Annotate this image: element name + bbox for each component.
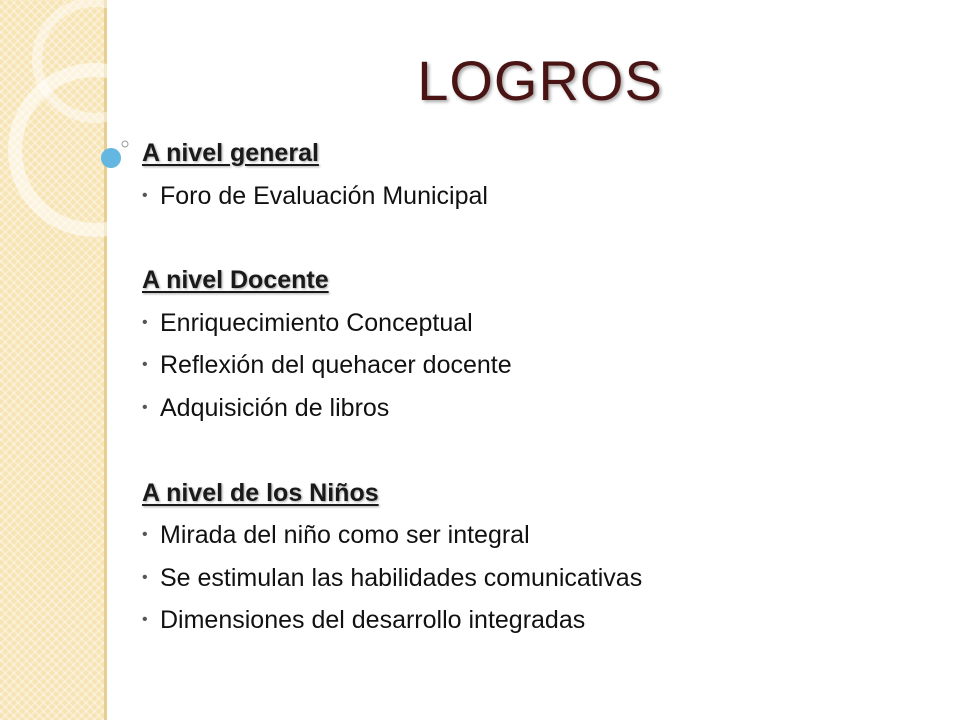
list-item bbox=[142, 605, 585, 635]
list-item-text: Foro de Evaluación Municipal bbox=[160, 182, 488, 210]
bullet-icon: • bbox=[142, 356, 148, 373]
list-item bbox=[142, 393, 389, 423]
list-item bbox=[142, 181, 488, 211]
bullet-icon: • bbox=[142, 187, 148, 204]
section-heading: A nivel de los Niños bbox=[142, 479, 379, 507]
bullet-icon: • bbox=[142, 399, 148, 416]
bullet-icon: • bbox=[142, 526, 148, 543]
list-item bbox=[142, 520, 530, 550]
section-heading: A nivel general bbox=[142, 139, 319, 167]
section-docente bbox=[142, 265, 329, 295]
list-item bbox=[142, 350, 512, 380]
section-ninos bbox=[142, 478, 379, 508]
section-heading: A nivel Docente bbox=[142, 266, 329, 294]
accent-dot-small bbox=[122, 141, 128, 147]
bullet-icon: • bbox=[142, 569, 148, 586]
accent-dot-large bbox=[101, 148, 121, 168]
slide-title: LOGROS bbox=[417, 49, 663, 112]
list-item-text: Dimensiones del desarrollo integradas bbox=[160, 606, 586, 634]
list-item-text: Adquisición de libros bbox=[160, 394, 390, 422]
bullet-icon: • bbox=[142, 314, 148, 331]
list-item-text: Reflexión del quehacer docente bbox=[160, 351, 512, 379]
list-item-text: Enriquecimiento Conceptual bbox=[160, 309, 473, 337]
list-item bbox=[142, 308, 473, 338]
list-item-text: Se estimulan las habilidades comunicativas bbox=[160, 564, 643, 592]
bullet-icon: • bbox=[142, 611, 148, 628]
section-general bbox=[142, 138, 319, 168]
list-item-text: Mirada del niño como ser integral bbox=[160, 521, 530, 549]
list-item bbox=[142, 563, 642, 593]
